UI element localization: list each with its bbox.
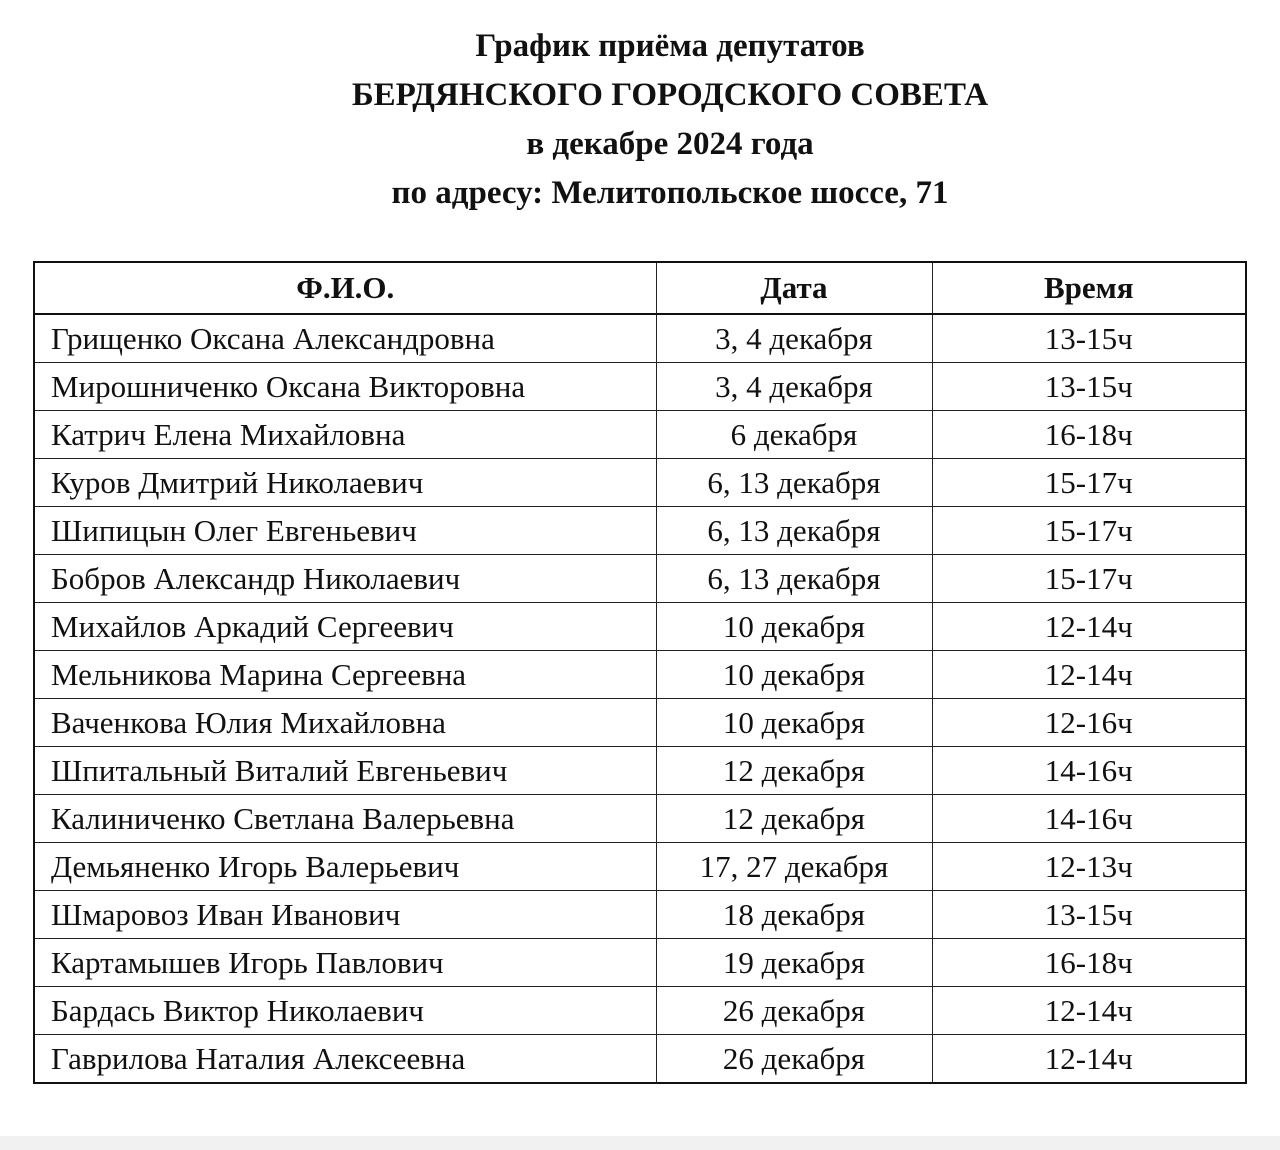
reception-schedule-table [33,261,1247,1084]
document-header [0,22,1280,218]
cell-name: Калиниченко Светлана Валерьевна [34,795,656,843]
title-line-1: График приёма депутатов [475,28,865,64]
cell-time: 14-16ч [932,795,1246,843]
table-row [34,747,1246,795]
cell-date: 6, 13 декабря [656,555,932,603]
column-header-date: Дата [656,262,932,314]
cell-date: 17, 27 декабря [656,843,932,891]
cell-date: 6 декабря [656,411,932,459]
table-row [34,699,1246,747]
table-row [34,507,1246,555]
cell-time: 12-16ч [932,699,1246,747]
cell-time: 13-15ч [932,314,1246,363]
table-row [34,939,1246,987]
cell-name: Картамышев Игорь Павлович [34,939,656,987]
table-row [34,459,1246,507]
cell-date: 10 декабря [656,651,932,699]
cell-time: 14-16ч [932,747,1246,795]
cell-name: Бардась Виктор Николаевич [34,987,656,1035]
cell-date: 26 декабря [656,987,932,1035]
title-line-4: по адресу: Мелитопольское шоссе, 71 [391,175,949,211]
cell-name: Мельникова Марина Сергеевна [34,651,656,699]
cell-date: 18 декабря [656,891,932,939]
table-header-row [34,262,1246,314]
column-header-name: Ф.И.О. [34,262,656,314]
cell-name: Мирошниченко Оксана Викторовна [34,363,656,411]
cell-date: 19 декабря [656,939,932,987]
cell-date: 6, 13 декабря [656,459,932,507]
cell-name: Михайлов Аркадий Сергеевич [34,603,656,651]
cell-time: 12-14ч [932,603,1246,651]
cell-name: Шмаровоз Иван Иванович [34,891,656,939]
cell-time: 13-15ч [932,363,1246,411]
table-row [34,555,1246,603]
cell-date: 26 декабря [656,1035,932,1084]
cell-time: 16-18ч [932,411,1246,459]
column-header-time: Время [932,262,1246,314]
cell-name: Гаврилова Наталия Алексеевна [34,1035,656,1084]
cell-date: 6, 13 декабря [656,507,932,555]
table-body [34,314,1246,1083]
cell-time: 12-14ч [932,1035,1246,1084]
cell-name: Бобров Александр Николаевич [34,555,656,603]
table-row [34,603,1246,651]
title-line-3: в декабре 2024 года [526,126,814,162]
cell-date: 12 декабря [656,747,932,795]
table-row [34,987,1246,1035]
cell-time: 13-15ч [932,891,1246,939]
table-row [34,891,1246,939]
table-row [34,651,1246,699]
cell-date: 3, 4 декабря [656,363,932,411]
cell-date: 10 декабря [656,603,932,651]
cell-time: 15-17ч [932,507,1246,555]
cell-name: Шпитальный Виталий Евгеньевич [34,747,656,795]
cell-time: 15-17ч [932,555,1246,603]
cell-time: 15-17ч [932,459,1246,507]
table-row [34,1035,1246,1084]
table-row [34,411,1246,459]
cell-name: Шипицын Олег Евгеньевич [34,507,656,555]
cell-name: Грищенко Оксана Александровна [34,314,656,363]
table-row [34,843,1246,891]
cell-name: Ваченкова Юлия Михайловна [34,699,656,747]
cell-date: 12 декабря [656,795,932,843]
table-row [34,314,1246,363]
cell-time: 12-14ч [932,987,1246,1035]
cell-date: 10 декабря [656,699,932,747]
table-row [34,795,1246,843]
cell-name: Куров Дмитрий Николаевич [34,459,656,507]
cell-time: 16-18ч [932,939,1246,987]
table-row [34,363,1246,411]
cell-time: 12-14ч [932,651,1246,699]
cell-time: 12-13ч [932,843,1246,891]
cell-date: 3, 4 декабря [656,314,932,363]
title-line-2: БЕРДЯНСКОГО ГОРОДСКОГО СОВЕТА [351,77,989,113]
cell-name: Катрич Елена Михайловна [34,411,656,459]
cell-name: Демьяненко Игорь Валерьевич [34,843,656,891]
bottom-edge-band [0,1136,1280,1150]
